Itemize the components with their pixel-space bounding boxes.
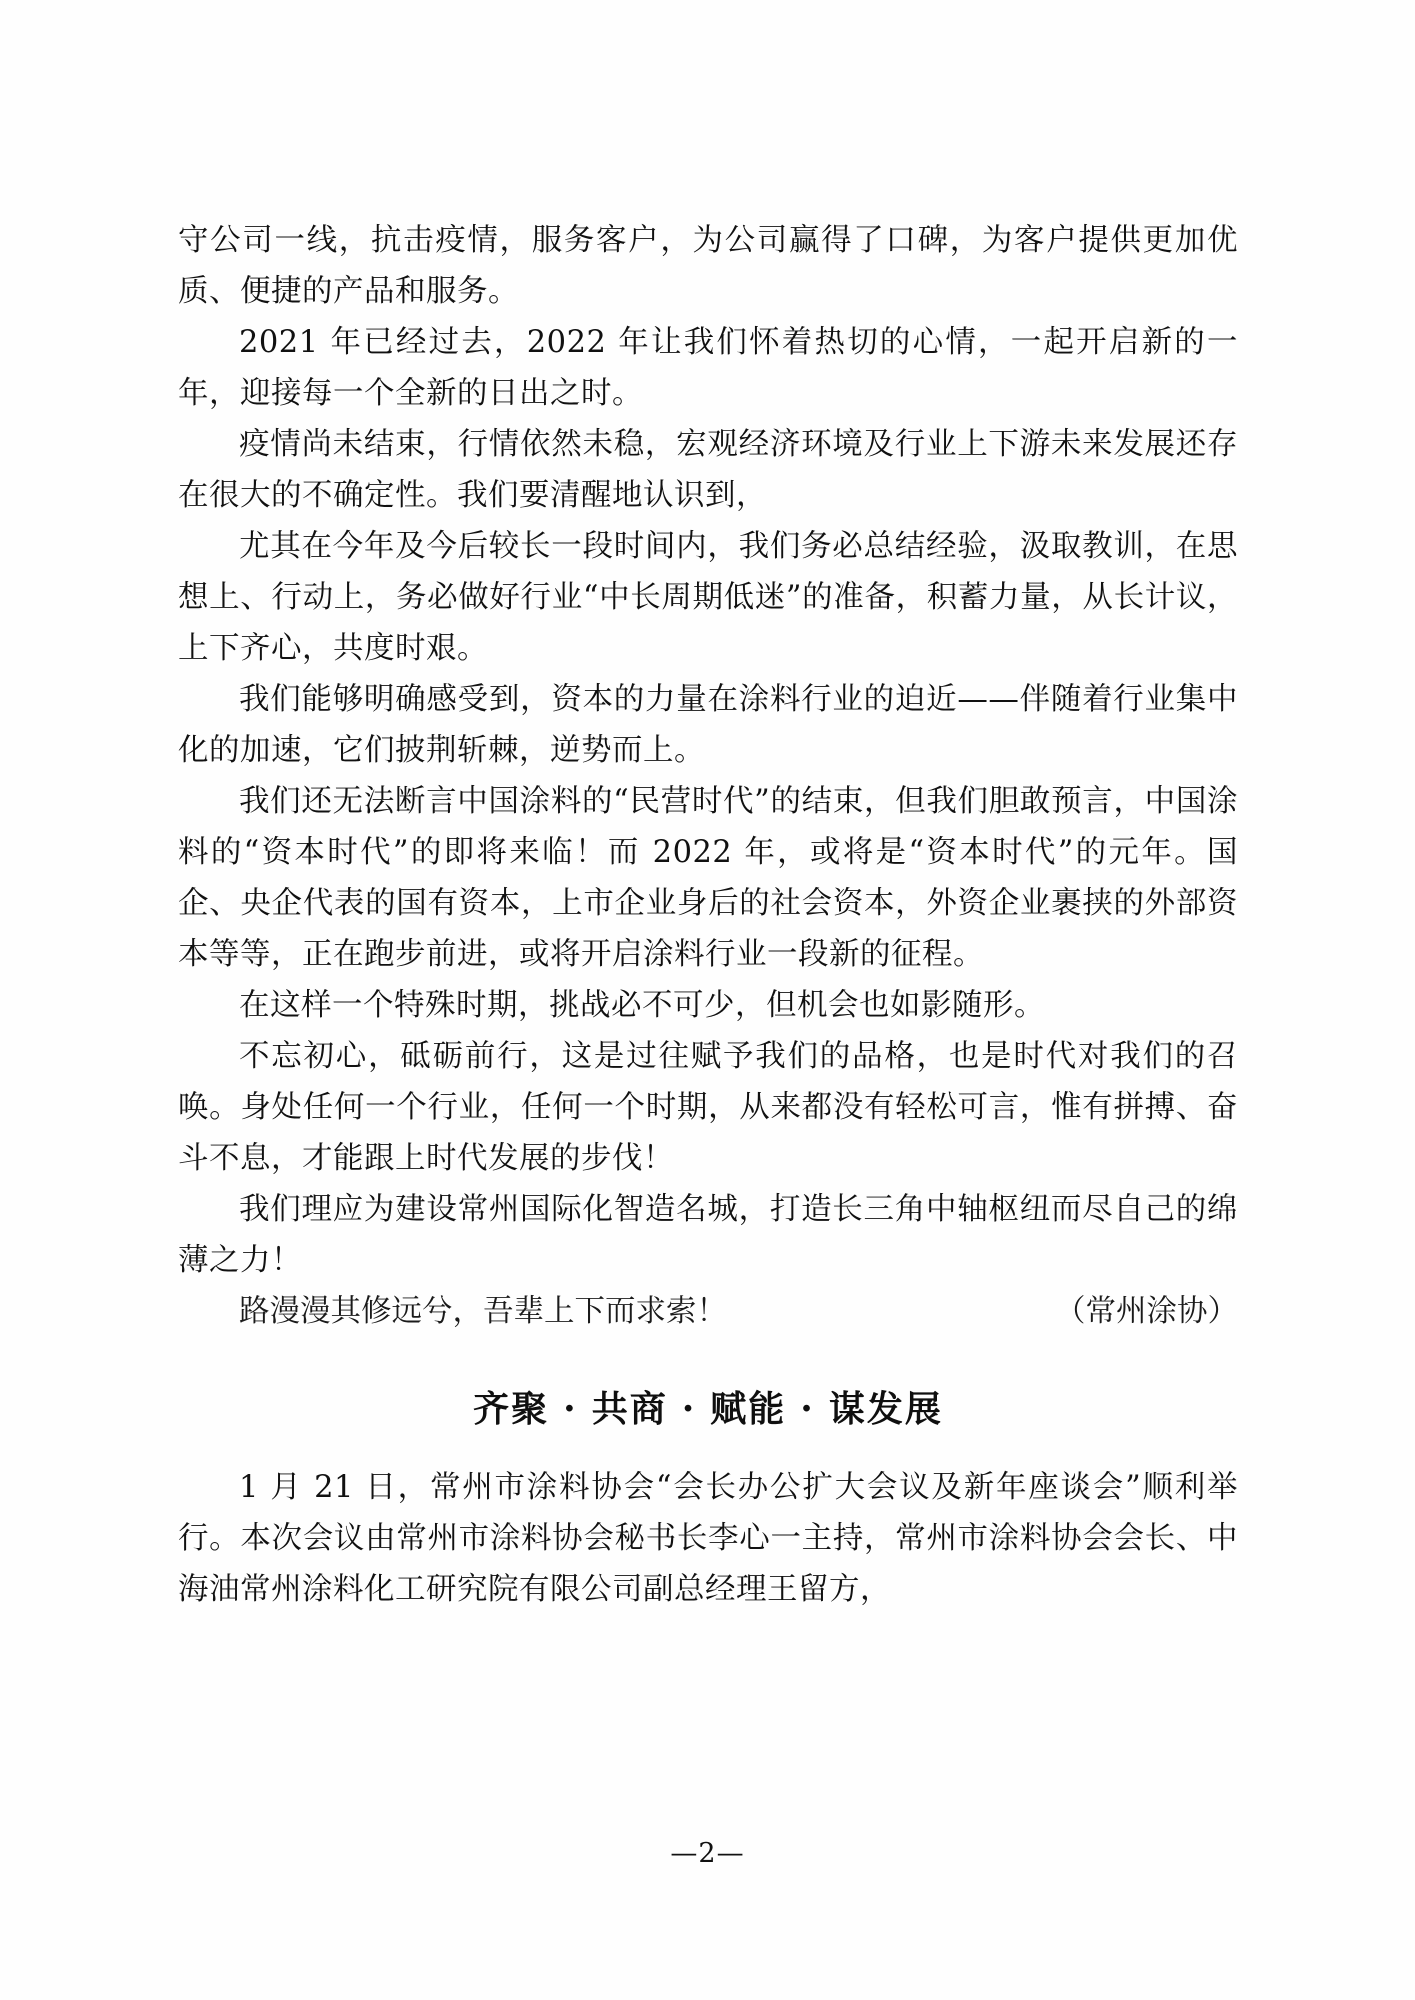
signature-org: （常州涂协） — [1055, 1294, 1238, 1329]
heading-word-2: 共商 — [591, 1388, 668, 1430]
heading-separator-1: · — [563, 1388, 578, 1430]
paragraph-capital-era: 我们还无法断言中国涂料的“民营时代”的结束，但我们胆敢预言，中国涂料的“资本时代”的即将来临！而 2022 年，或将是“资本时代”的元年。国企、央企代表的国有资本，上市企业身后的社会资本，外资企业裹挟的外部资本等等，正在跑步前进，或将开启涂料行业一段新的征程。 — [178, 784, 1238, 972]
paragraph-continuation: 守公司一线，抗击疫情，服务客户，为公司赢得了口碑，为客户提供更加优质、便捷的产品和服务。 — [178, 223, 1238, 309]
paragraph-original-aspiration: 不忘初心，砥砺前行，这是过往赋予我们的品格，也是时代对我们的召唤。身处任何一个行业，任何一个时期，从来都没有轻松可言，惟有拼搏、奋斗不息，才能跟上时代发展的步伐！ — [178, 1039, 1238, 1176]
closing-quote: 路漫漫其修远兮，吾辈上下而求索！ — [239, 1294, 727, 1329]
heading-separator-3: · — [800, 1388, 815, 1430]
paragraph-special-period: 在这样一个特殊时期，挑战必不可少，但机会也如影随形。 — [239, 988, 1045, 1023]
paragraph-changzhou-city: 我们理应为建设常州国际化智造名城，打造长三角中轴枢纽而尽自己的绵薄之力！ — [178, 1192, 1238, 1278]
closing-signature-line — [178, 1286, 1238, 1337]
heading-word-1: 齐聚 — [473, 1388, 550, 1430]
heading-separator-2: · — [681, 1388, 697, 1430]
section-heading — [178, 1381, 1238, 1432]
paragraph-pandemic-uncertainty: 疫情尚未结束，行情依然未稳，宏观经济环境及行业上下游未来发展还存在很大的不确定性。我们要清醒地认识到， — [178, 427, 1238, 513]
heading-word-4: 谋发展 — [828, 1388, 943, 1430]
section-paragraph-meeting: 1 月 21 日，常州市涂料协会“会长办公扩大会议及新年座谈会”顺利举行。本次会议由常州市涂料协会秘书长李心一主持，常州市涂料协会会长、中海油常州涂料化工研究院有限公司副总经理王留方， — [178, 1470, 1238, 1607]
paragraph-long-cycle-downturn: 尤其在今年及今后较长一段时间内，我们务必总结经验，汲取教训，在思想上、行动上，务必做好行业“中长周期低迷”的准备，积蓄力量，从长计议，上下齐心，共度时艰。 — [178, 529, 1238, 666]
heading-word-3: 赋能 — [710, 1388, 787, 1430]
paragraph-new-year: 2021 年已经过去，2022 年让我们怀着热切的心情，一起开启新的一年，迎接每一个全新的日出之时。 — [178, 325, 1238, 411]
page-number: —2— — [670, 1838, 745, 1869]
paragraph-capital-power: 我们能够明确感受到，资本的力量在涂料行业的迫近——伴随着行业集中化的加速，它们披荆斩棘，逆势而上。 — [178, 682, 1238, 768]
document-body — [178, 215, 1238, 1615]
